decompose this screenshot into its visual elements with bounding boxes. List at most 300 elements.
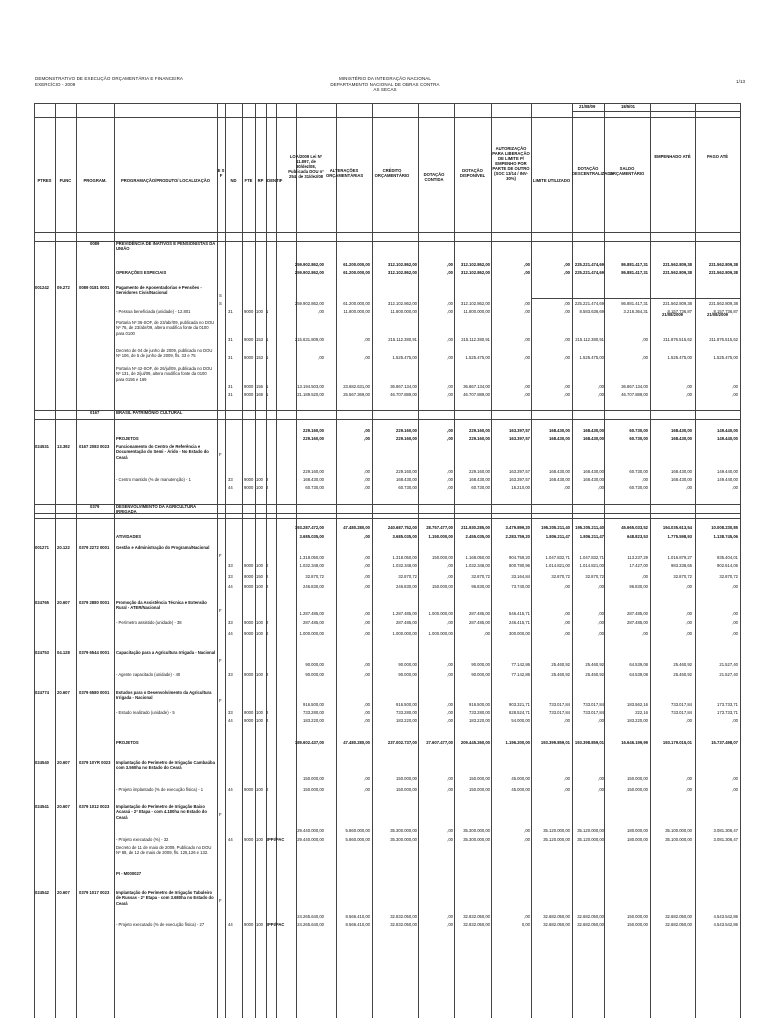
value-cell: 916.500,00 (303, 702, 324, 707)
value-cell: ,00 (364, 584, 370, 589)
ptres-code: 024531 (35, 444, 49, 449)
value-cell: 287.485,00 (396, 620, 417, 625)
value-cell: 221.562.809,38 (662, 301, 692, 306)
value-cell: 3.081.306,47 (713, 828, 738, 833)
value-cell: 1.525.475,00 (465, 355, 490, 360)
value-cell: ,00 (732, 718, 738, 723)
value-cell: 287.485,00 (469, 620, 490, 625)
value-cell: 168.430,00 (671, 477, 692, 482)
value-cell: 15.737.498,07 (711, 740, 738, 745)
value-cell: 90.000,00 (471, 662, 490, 667)
value-cell: 3.479.899,20 (505, 525, 530, 530)
fte-cell: 9000 (244, 710, 254, 715)
value-cell: ,00 (447, 710, 453, 715)
value-cell: 312.102.862,00 (460, 270, 490, 275)
value-cell: 733.280,00 (303, 710, 324, 715)
nd-cell: 33 (228, 620, 233, 625)
value-cell: 150.000,00 (627, 922, 648, 927)
func-code: 09.272 (57, 285, 70, 290)
rp-cell: 100 (256, 620, 263, 625)
value-cell: ,00 (364, 662, 370, 667)
value-cell: ,00 (524, 270, 530, 275)
ministry-name: MINISTÉRIO DA INTEGRAÇÃO NACIONAL (338, 76, 432, 81)
value-cell: 1.318.050,00 (299, 555, 324, 560)
value-cell: ,00 (598, 631, 604, 636)
value-cell: 11.800.000,00 (343, 309, 370, 314)
value-cell: ,00 (364, 710, 370, 715)
value-cell: 193.399.859,01 (540, 740, 570, 745)
value-cell: 32.682.050,00 (577, 914, 604, 919)
id-cell: 2 (266, 672, 269, 677)
value-cell: 32.870,72 (398, 574, 417, 579)
value-cell: ,00 (564, 718, 570, 723)
value-cell: 229.160,00 (303, 428, 324, 433)
action-title: Implantação do Perímetro de Irrigação Cambaúba com 3.560ha no Estado do Ceará (116, 760, 215, 771)
value-cell: 733.017,84 (549, 702, 570, 707)
value-cell: 1.032.348,00 (392, 563, 417, 568)
value-cell: 35.300.000,00 (390, 828, 417, 833)
value-cell: 193.398.859,01 (574, 740, 604, 745)
rp-cell: 169 (256, 392, 263, 397)
value-cell: 916.500,00 (469, 702, 490, 707)
value-cell: 4.543.542,86 (713, 914, 738, 919)
value-cell: 1.775.598,93 (667, 534, 692, 539)
nd-cell: 44 (228, 485, 233, 490)
value-cell: 1.000.000,00 (299, 631, 324, 636)
value-cell: 32.832.050,00 (390, 922, 417, 927)
value-cell: ,00 (686, 392, 692, 397)
col-autorizacao: AUTORIZAÇÃO PARA LIBERAÇÃO DE LIMITE P/ EMPENHO POR PARTE DE OUTRO (SOC 13/14 / INV-30%) (492, 146, 530, 181)
value-cell: 312.102.862,00 (387, 262, 417, 267)
value-cell: ,00 (447, 384, 453, 389)
value-cell: 173.733,71 (717, 702, 738, 707)
value-cell: 312.102.862,00 (460, 301, 490, 306)
value-cell: ,00 (524, 309, 530, 314)
value-cell: 5.860.000,00 (345, 837, 370, 842)
col-empenhado: EMPENHADO ATÉ (654, 154, 691, 159)
fte-cell: 9000 (244, 787, 254, 792)
col-empenhado-date: 21/08/2009 (662, 312, 683, 317)
value-cell: 8.157.736,87 (713, 309, 738, 314)
value-cell: 1.014.821,00 (545, 563, 570, 568)
value-cell: 1.168.050,00 (465, 555, 490, 560)
value-cell: 150.000,00 (627, 914, 648, 919)
value-cell: 90.000,00 (305, 672, 324, 677)
pi-code: PI - M000027 (116, 871, 142, 876)
esf-cell: F (219, 898, 222, 903)
value-cell: 1.032.348,00 (299, 563, 324, 568)
value-cell: 90.000,00 (471, 672, 490, 677)
value-cell: 46.707.889,00 (621, 392, 648, 397)
value-cell: 32.870,72 (471, 574, 490, 579)
fte-cell: 9000 (244, 384, 254, 389)
date-cell: 21/08/09 (579, 104, 596, 109)
value-cell: ,00 (564, 584, 570, 589)
id-cell: 1 (266, 309, 269, 314)
col-limite: LIMITE UTILIZADO (532, 178, 571, 183)
value-cell: 150.000,00 (469, 787, 490, 792)
value-cell: ,00 (732, 384, 738, 389)
value-cell: ,00 (364, 718, 370, 723)
report-title-line1: DEMONSTRATIVO DE EXECUÇÃO ORÇAMENTÁRIA E FINANCEIRA (35, 76, 184, 81)
value-cell: 1.525.475,00 (579, 355, 604, 360)
value-cell: 25.460,92 (585, 672, 604, 677)
value-cell: 300.000,00 (509, 631, 530, 636)
value-cell: ,00 (364, 477, 370, 482)
value-cell: ,00 (732, 787, 738, 792)
nd-cell: 33 (228, 574, 233, 579)
value-cell: ,00 (686, 620, 692, 625)
value-cell: ,00 (598, 620, 604, 625)
action-title: Estudos para o Desenvolvimento da Agricultura Irrigada - Nacional (116, 690, 212, 701)
value-cell: 32.682.050,00 (665, 914, 692, 919)
value-cell: 60.730,00 (305, 485, 324, 490)
value-cell: 1.150.000,00 (428, 534, 453, 539)
value-cell: ,00 (364, 428, 370, 433)
value-cell: 211.876.515,62 (663, 337, 692, 342)
program-code: 0167 (90, 410, 100, 415)
nd-cell: 44 (228, 922, 233, 927)
value-cell: 733.017,84 (549, 710, 570, 715)
product-description: - Agente capacitado (unidade) - 40 (116, 672, 181, 677)
value-cell: 168.430,00 (549, 477, 570, 482)
value-cell: 983.338,65 (671, 563, 692, 568)
col-identif: IDENTIF (266, 178, 283, 183)
value-cell: 183.220,00 (396, 718, 417, 723)
value-cell: 225.221.474,69 (574, 270, 604, 275)
value-cell: ,00 (447, 485, 453, 490)
col-alteracoes: ALTERAÇÕES ORÇAMENTÁRIAS (326, 168, 364, 178)
value-cell: 183.220,00 (469, 718, 490, 723)
col-pago-date: 21/08/2009 (707, 312, 728, 317)
value-cell: ,00 (686, 631, 692, 636)
value-cell: ,00 (686, 787, 692, 792)
rp-cell: 153 (256, 355, 263, 360)
value-cell: ,00 (524, 301, 530, 306)
value-cell: 215.112.380,91 (575, 337, 604, 342)
section-label: PROJETOS (116, 436, 139, 441)
value-cell: 935.404,01 (717, 555, 738, 560)
value-cell: ,00 (318, 309, 324, 314)
rp-cell: 156 (256, 384, 263, 389)
fte-cell: 9000 (244, 922, 254, 927)
ptres-code: 024753 (35, 650, 49, 655)
ptres-code: 024774 (35, 690, 49, 695)
value-cell: 2.455.035,00 (465, 534, 490, 539)
value-cell: 11.800.000,00 (463, 309, 490, 314)
value-cell: 194.035.613,54 (662, 525, 692, 530)
value-cell: ,00 (364, 631, 370, 636)
value-cell: 77.142,86 (511, 672, 530, 677)
value-cell: ,00 (524, 384, 530, 389)
value-cell: ,00 (447, 301, 453, 306)
id-cell: 2 (266, 631, 269, 636)
value-cell: 168.430,00 (583, 436, 604, 441)
id-cell: 2 (266, 620, 269, 625)
value-cell: ,00 (642, 477, 648, 482)
value-cell: ,00 (564, 611, 570, 616)
value-cell: 733.017,84 (583, 710, 604, 715)
func-code: 20.607 (57, 760, 70, 765)
value-cell: 733.280,00 (396, 710, 417, 715)
value-cell: 168.430,00 (396, 477, 417, 482)
value-cell: 168.430,00 (469, 477, 490, 482)
table-row-divider (34, 232, 740, 233)
rp-cell: 100 (256, 718, 263, 723)
col-contida: DOTAÇÃO CONTIDA (423, 172, 445, 182)
value-cell: 287.485,00 (627, 611, 648, 616)
value-cell: ,00 (598, 718, 604, 723)
value-cell: 904.759,20 (509, 555, 530, 560)
value-cell: 229.160,00 (469, 428, 490, 433)
value-cell: 64.539,08 (629, 672, 648, 677)
program-code: 0379 (90, 504, 100, 509)
value-cell: 61.200.000,00 (343, 301, 370, 306)
action-title: Pagamento de Aposentadorias e Pensões - Servidores Civis/Nacional (116, 285, 202, 296)
func-code: 20.607 (57, 804, 70, 809)
product-description: - Estudo realizado (unidade) - 5 (116, 710, 175, 715)
esf-cell: S (219, 293, 222, 298)
value-cell: 312.102.862,00 (387, 301, 417, 306)
fte-cell: 9000 (244, 584, 254, 589)
nd-cell: 31 (228, 355, 233, 360)
id-cell: 2 (266, 563, 269, 568)
table-row-divider (34, 518, 740, 519)
id-cell: 2 (266, 477, 269, 482)
value-cell: 209.445.260,00 (460, 740, 490, 745)
legal-note: Decreto de 04 de junho de 2009, publicado no DOU Nº 106, de 5 de junho de 2009, fls. 33 e 75 (116, 348, 213, 359)
nd-cell: 44 (228, 584, 233, 589)
value-cell: ,00 (364, 485, 370, 490)
value-cell: ,00 (447, 392, 453, 397)
value-cell: 1.806.211,47 (545, 534, 570, 539)
value-cell: ,00 (364, 776, 370, 781)
value-cell: 149.440,00 (717, 477, 738, 482)
value-cell: ,00 (364, 355, 370, 360)
value-cell: 150.000,00 (432, 584, 453, 589)
value-cell: ,00 (364, 337, 370, 342)
department-name: DEPARTAMENTO NACIONAL DE OBRAS CONTRA AS SECAS (330, 81, 440, 92)
value-cell: 168.430,00 (549, 469, 570, 474)
esf-cell: F (219, 698, 222, 703)
nd-cell: 33 (228, 563, 233, 568)
table-row-divider (531, 298, 740, 299)
value-cell: 25.460,92 (585, 662, 604, 667)
action-title: Promoção da Assistência Técnica e Extensão Rural - ATER/Nacional (116, 600, 207, 611)
value-cell: 287.485,00 (469, 611, 490, 616)
action-title: Funcionamento do Centro de Referência e Documentação do Semi - Árido - No Estado do Ceará (116, 444, 209, 460)
value-cell: ,00 (564, 631, 570, 636)
value-cell: 60.730,00 (629, 428, 648, 433)
value-cell: 24.265.640,00 (297, 914, 324, 919)
value-cell: 5.860.000,00 (345, 828, 370, 833)
value-cell: 1.000.000,00 (428, 631, 453, 636)
value-cell: 221.562.809,38 (662, 262, 692, 267)
program-code: 0379 6580 0001 (79, 690, 110, 695)
value-cell: 628.524,71 (509, 710, 530, 715)
value-cell: ,00 (732, 392, 738, 397)
value-cell: 1.525.475,00 (392, 355, 417, 360)
value-cell: 259.902.862,00 (294, 262, 324, 267)
program-code: 0089 (90, 241, 100, 246)
value-cell: 36.867.134,00 (621, 384, 648, 389)
action-title: Implantação do Perímetro de Irrigação Tabuleiro de Russas - 2ª Etapa - com 3.680ha no Estado do Ceará (116, 890, 214, 906)
rp-cell: 100 (256, 787, 263, 792)
value-cell: 28.757.477,00 (426, 525, 453, 530)
value-cell: ,00 (564, 392, 570, 397)
value-cell: 229.160,00 (396, 428, 417, 433)
value-cell: 1.287.485,00 (392, 611, 417, 616)
value-cell: ,00 (364, 787, 370, 792)
nd-cell: 33 (228, 672, 233, 677)
id-cell: 1 (266, 337, 269, 342)
value-cell: 8.157.736,87 (667, 309, 692, 314)
product-description: - Pessoa beneficiada (unidade) - 12.801 (116, 309, 191, 314)
program-code: 0089 0181 0001 (79, 285, 110, 290)
value-cell: 45.000,00 (511, 787, 530, 792)
value-cell: 1.000.000,00 (428, 611, 453, 616)
value-cell: 733.017,84 (671, 710, 692, 715)
value-cell: ,00 (564, 270, 570, 275)
id-cell: 3 (266, 922, 269, 927)
value-cell: 46.707.889,00 (390, 392, 417, 397)
value-cell: 215.112.380,91 (461, 337, 490, 342)
value-cell: ,00 (447, 309, 453, 314)
value-cell: 47.480.280,00 (343, 740, 370, 745)
identif-cell: PPI/PAC (268, 922, 285, 927)
value-cell: ,00 (364, 672, 370, 677)
value-cell: 4.543.542,86 (713, 922, 738, 927)
value-cell: 77.142,86 (511, 662, 530, 667)
date-cell: 18/5/01 (621, 104, 635, 109)
value-cell: 25.460,92 (673, 662, 692, 667)
value-cell: ,00 (732, 611, 738, 616)
table-row-divider (34, 117, 740, 118)
col-programacao: PROGRAMAÇÃO/PRODUTO/ LOCALIZAÇÃO (120, 178, 211, 183)
rp-cell: 100 (256, 710, 263, 715)
value-cell: 21.189.520,00 (297, 392, 324, 397)
value-cell: ,00 (364, 436, 370, 441)
value-cell: 149.440,00 (717, 428, 738, 433)
value-cell: 168.430,00 (671, 436, 692, 441)
value-cell: 32.682.050,00 (543, 922, 570, 927)
value-cell: 168.430,00 (549, 436, 570, 441)
value-cell: 61.200.000,00 (343, 270, 370, 275)
value-cell: 150.000,00 (627, 776, 648, 781)
value-cell: 259.902.862,00 (294, 270, 324, 275)
value-cell: 173.733,71 (717, 710, 738, 715)
value-cell: 60.730,00 (629, 436, 648, 441)
value-cell: ,00 (686, 718, 692, 723)
value-cell: 90.000,00 (305, 662, 324, 667)
value-cell: 221.562.809,38 (662, 270, 692, 275)
value-cell: ,00 (686, 611, 692, 616)
value-cell: 916.500,00 (396, 702, 417, 707)
value-cell: 259.902.862,00 (294, 301, 324, 306)
product-description: - Projeto implantado (% de execução física) - 1 (116, 787, 204, 792)
value-cell: 3.685.035,00 (299, 534, 324, 539)
fte-cell: 9000 (244, 485, 254, 490)
section-label: PROJETOS (116, 740, 139, 745)
program-code: 0379 1012 0023 (79, 804, 110, 809)
value-cell: 1.014.821,00 (579, 563, 604, 568)
value-cell: 73.740,00 (511, 584, 530, 589)
value-cell: 229.160,00 (396, 436, 417, 441)
value-cell: 36.867.134,00 (463, 384, 490, 389)
value-cell: ,00 (447, 837, 453, 842)
value-cell: 25.567.369,00 (343, 392, 370, 397)
report-year: EXERCÍCIO - 2009 (35, 81, 76, 87)
func-code: 20.607 (57, 890, 70, 895)
value-cell: 246.830,00 (396, 584, 417, 589)
value-cell: ,00 (364, 534, 370, 539)
value-cell: 180.000,00 (627, 837, 648, 842)
value-cell: 150.000,00 (303, 787, 324, 792)
col-ptres: PTRES (37, 178, 52, 183)
value-cell: ,00 (598, 392, 604, 397)
value-cell: ,00 (686, 776, 692, 781)
value-cell: 1.047.832,71 (579, 555, 604, 560)
value-cell: 60.730,00 (629, 485, 648, 490)
value-cell: 733.280,00 (469, 710, 490, 715)
value-cell: 32.832.050,00 (463, 914, 490, 919)
value-cell: 45.000,00 (511, 776, 530, 781)
id-cell: 2 (266, 710, 269, 715)
value-cell: ,00 (642, 337, 648, 342)
value-cell: 246.415,71 (509, 620, 530, 625)
value-cell: 3.081.306,47 (713, 837, 738, 842)
col-program: PROGRAM. (83, 178, 107, 183)
ptres-code: 001242 (35, 285, 49, 290)
value-cell: ,00 (686, 584, 692, 589)
value-cell: 229.160,00 (396, 469, 417, 474)
id-cell: 2 (266, 787, 269, 792)
program-code: 0379 2880 0001 (79, 600, 110, 605)
nd-cell: 33 (228, 477, 233, 482)
id-cell: 3 (266, 837, 269, 842)
value-cell: ,00 (447, 270, 453, 275)
value-cell: 32.870,72 (719, 574, 738, 579)
value-cell: ,00 (524, 355, 530, 360)
value-cell: 86.881.417,31 (621, 301, 648, 306)
value-cell: 36.867.134,00 (390, 384, 417, 389)
value-cell: 16.646.199,99 (621, 740, 648, 745)
value-cell: ,00 (447, 776, 453, 781)
value-cell: 10.008.230,85 (711, 525, 738, 530)
value-cell: 11.800.000,00 (390, 309, 417, 314)
rp-cell: 100 (256, 563, 263, 568)
value-cell: 246.830,00 (303, 584, 324, 589)
fte-cell: 9000 (244, 309, 254, 314)
report-title (35, 76, 183, 87)
value-cell: 54.000,00 (511, 718, 530, 723)
value-cell: 86.881.417,31 (621, 270, 648, 275)
value-cell: ,00 (598, 485, 604, 490)
value-cell: 1.525.475,00 (713, 355, 738, 360)
func-code: 04.128 (57, 650, 70, 655)
value-cell: ,00 (447, 428, 453, 433)
value-cell: 189.602.437,00 (294, 740, 324, 745)
value-cell: 13.194.503,00 (297, 384, 324, 389)
nd-cell: 33 (228, 710, 233, 715)
value-cell: 225.221.474,69 (574, 301, 604, 306)
value-cell: 27.607.477,00 (426, 740, 453, 745)
value-cell: 221.562.809,38 (708, 262, 738, 267)
ptres-code: 024540 (35, 760, 49, 765)
fte-cell: 9000 (244, 563, 254, 568)
value-cell: ,00 (598, 787, 604, 792)
program-code: 0379 10YR 0023 (79, 760, 111, 765)
